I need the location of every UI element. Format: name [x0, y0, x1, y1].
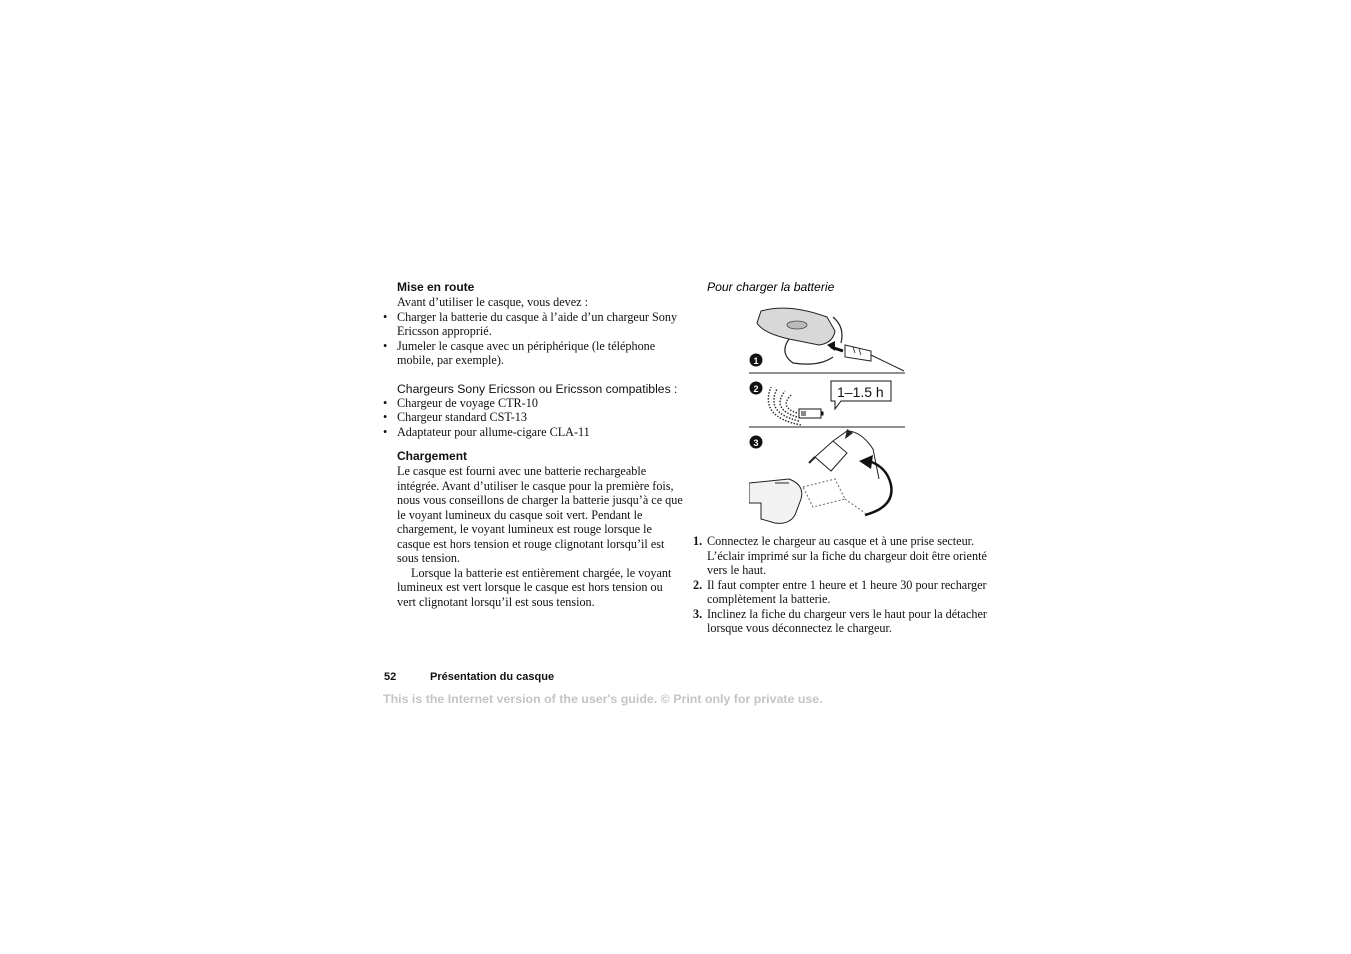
- duration-label: 1–1.5 h: [837, 384, 884, 400]
- signal-waves-icon: [768, 387, 801, 425]
- duration-callout: [831, 381, 891, 409]
- step-text: Il faut compter entre 1 heure et 1 heure 30 pour recharger complètement la batterie.: [707, 577, 987, 606]
- list-item: • Charger la batterie du casque à l’aide d’un chargeur Sony Ericsson approprié.: [383, 310, 683, 339]
- step-number: 1.: [693, 534, 703, 548]
- section-title: Présentation du casque: [430, 671, 555, 683]
- step-badge-2: [750, 382, 763, 395]
- left-column: [383, 279, 683, 609]
- battery-icon: [799, 409, 824, 418]
- list-item: • Chargeur de voyage CTR-10: [383, 396, 683, 411]
- headset-detach-drawing: [749, 429, 891, 523]
- heading-chargement: Chargement: [397, 449, 468, 463]
- step-number: 2.: [693, 577, 703, 592]
- intro-text: Avant d’utiliser le casque, vous devez :: [397, 295, 588, 309]
- step-badge-3: [750, 436, 763, 449]
- charging-paragraph-2: Lorsque la batterie est entièrement chargée, le voyant lumineux est vert lorsque le casque est hors tension ou vert clignotant lorsqu’il est sous tension.: [397, 565, 672, 609]
- charging-illustration: [749, 303, 907, 529]
- page-number: 52: [384, 671, 397, 683]
- chargers-list: [383, 396, 683, 440]
- heading-mise-en-route: Mise en route: [397, 280, 475, 294]
- charging-paragraph: Le casque est fourni avec une batterie rechargeable intégrée. Avant d’utiliser le casque pour la première fois, nous vous conseillons de charger la batterie jusqu’à ce que le voyant lumineux du casque soit vert. Pendant le chargement, le voyant lumineux est rouge lorsque le casque est hors tension et rouge clignotant lorsqu’il est sous tension.: [397, 464, 683, 565]
- step-text: Connectez le chargeur au casque et à une prise secteur. L’éclair imprimé sur la fiche du chargeur doit être orienté vers le haut.: [707, 534, 987, 577]
- svg-text:2: 2: [753, 384, 759, 394]
- watermark-notice: This is the Internet version of the user's guide. © Print only for private use.: [383, 692, 823, 706]
- getting-started-list: [383, 310, 683, 368]
- step-item: [693, 578, 993, 607]
- step-text: Inclinez la fiche du chargeur vers le haut pour la détacher lorsque vous déconnectez le chargeur.: [707, 606, 987, 635]
- svg-text:3: 3: [753, 438, 759, 448]
- step-item: [693, 534, 993, 578]
- step-number: 3.: [693, 606, 703, 621]
- step-item: [693, 607, 993, 636]
- right-column: [693, 279, 993, 295]
- step-badge-1: [750, 354, 763, 367]
- figure-caption: Pour charger la batterie: [707, 280, 835, 294]
- charging-steps: [693, 534, 993, 636]
- compatible-chargers-heading: Chargeurs Sony Ericsson ou Ericsson compatibles :: [397, 381, 678, 396]
- headset-plug-drawing: [757, 308, 904, 371]
- list-item: • Adaptateur pour allume-cigare CLA-11: [383, 425, 683, 440]
- list-item: • Jumeler le casque avec un périphérique (le téléphone mobile, par exemple).: [383, 339, 683, 368]
- list-item: • Chargeur standard CST-13: [383, 410, 683, 425]
- svg-text:1: 1: [753, 356, 759, 366]
